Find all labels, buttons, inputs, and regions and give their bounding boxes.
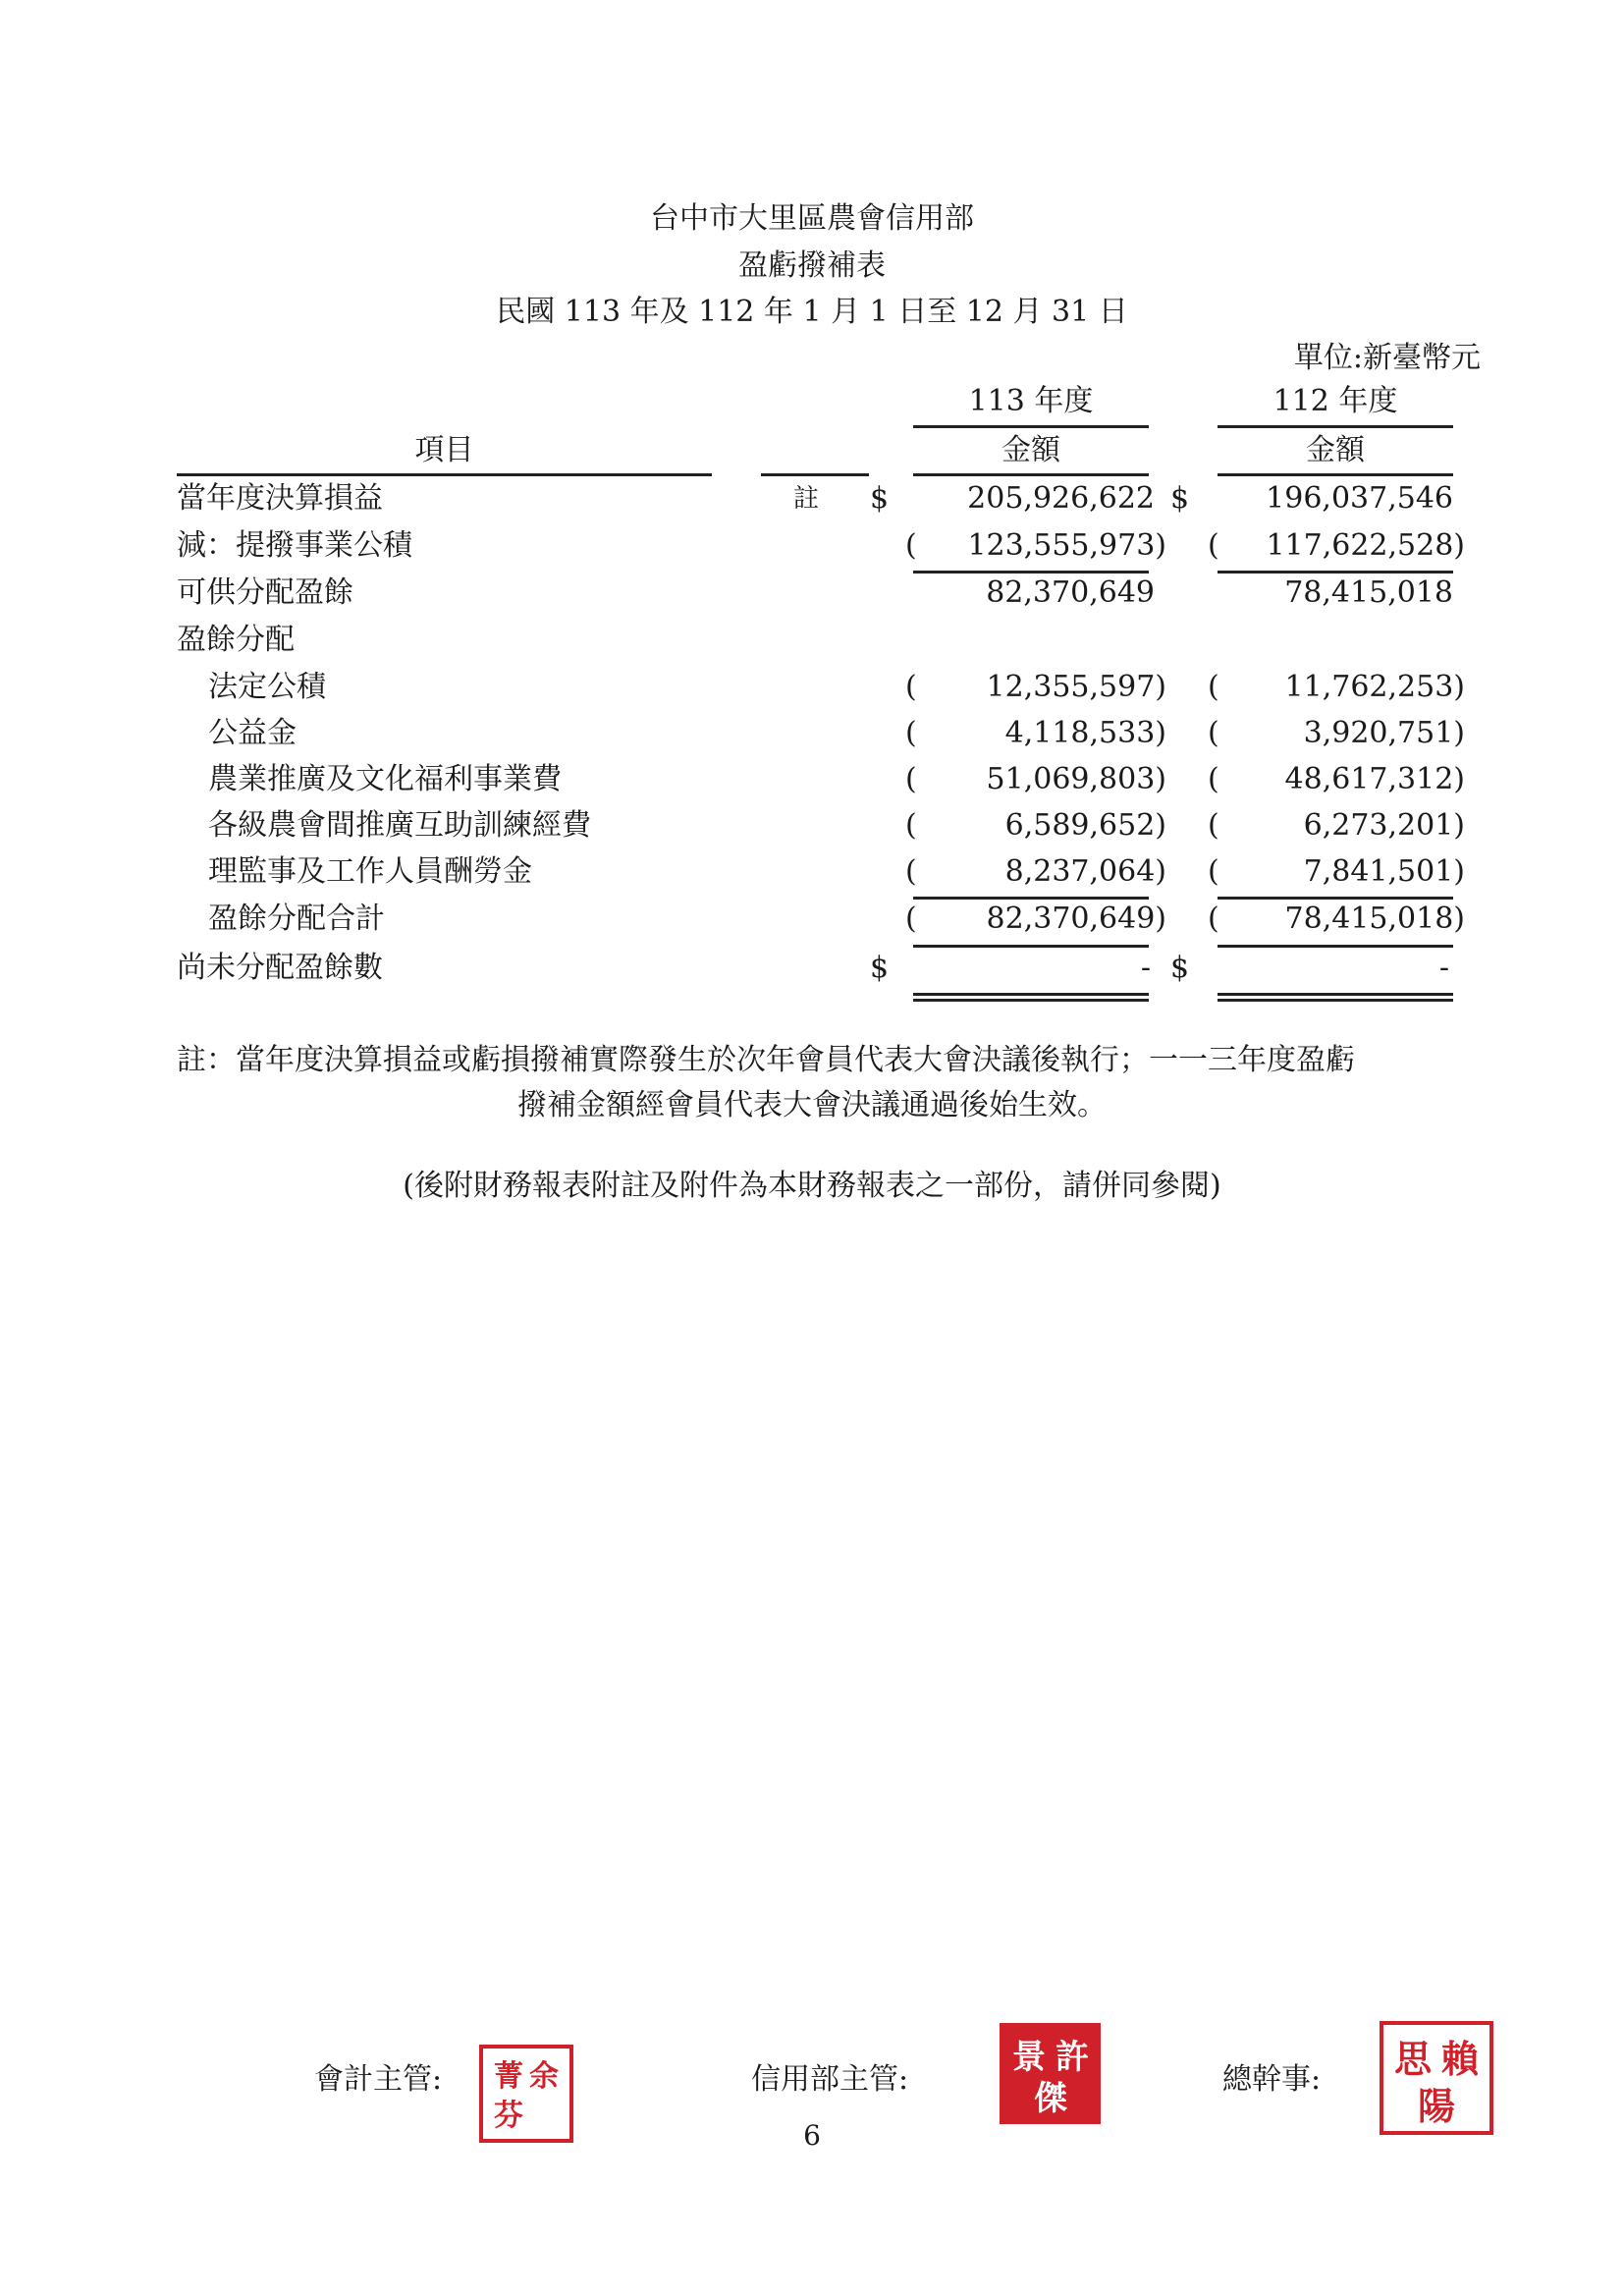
open-paren: ( [1208,670,1219,704]
item-column-header: 項目 [414,433,474,467]
prior-amount: 48,617,312) [1284,762,1465,796]
subtotal-rule-prior [1218,571,1453,574]
row-label: 當年度決算損益 [177,481,383,516]
open-paren: ( [1208,762,1219,796]
report-period: 民國 113 年及 112 年 1 月 1 日至 12 月 31 日 [496,295,1128,329]
open-paren: ( [1208,716,1219,750]
prior-amount: - [1438,951,1449,985]
open-paren: ( [905,670,917,704]
final-rule-prior [1218,945,1453,948]
current-amount: 51,069,803) [986,762,1166,796]
note-ref: 註 [793,484,820,514]
row-business-reserve [0,528,1624,568]
double-rule-prior [1218,993,1453,1002]
amount-prior-rule [1218,473,1453,476]
row-label: 農業推廣及文化福利事業費 [208,762,562,796]
dollar-sign: $ [870,481,890,516]
row-label: 法定公積 [208,670,326,704]
row-label: 盈餘分配合計 [208,902,385,936]
page-number: 6 [803,2119,821,2152]
credit-seal-icon [1003,2027,1097,2120]
credit-signature-label: 信用部主管: [751,2062,909,2097]
general-manager-signature-label: 總幹事: [1222,2062,1322,2097]
prior-amount: 6,273,201) [1303,808,1465,843]
year-current-heading: 113 年度 [968,384,1094,418]
general-manager-seal [1380,2021,1493,2135]
open-paren: ( [905,716,917,750]
row-distribution-total [0,902,1624,941]
footnote-line-1: 註：當年度決算損益或虧損撥補實際發生於次年會員代表大會決議後執行；一一三年度盈虧 [177,1043,1355,1077]
row-undistributed [0,951,1624,990]
open-paren: ( [905,762,917,796]
prior-amount: 117,622,528) [1266,528,1465,563]
open-paren: ( [1208,808,1219,843]
row-legal-reserve [0,670,1624,709]
row-remuneration [0,854,1624,894]
year-prior-heading: 112 年度 [1272,384,1398,418]
current-amount: 4,118,533) [1004,716,1166,750]
svg-text:菁: 菁 [494,2059,523,2094]
current-amount: - [1140,951,1151,985]
item-header-rule [177,473,712,476]
open-paren: ( [905,854,917,889]
current-amount: 12,355,597) [986,670,1166,704]
total-rule-prior [1218,897,1453,900]
row-label: 可供分配盈餘 [177,575,353,610]
svg-text:許: 許 [1056,2038,1089,2077]
footnote-line-2: 撥補金額經會員代表大會決議通過後始生效。 [517,1088,1107,1122]
prior-amount: 78,415,018) [1284,902,1465,936]
amount-current-rule [913,473,1149,476]
prior-amount: 3,920,751) [1303,716,1465,750]
row-training-fund [0,808,1624,847]
row-label: 尚未分配盈餘數 [177,951,383,985]
svg-text:思: 思 [1393,2037,1433,2081]
amount-current-header: 金額 [1001,433,1060,467]
current-amount: 6,589,652) [1004,808,1166,843]
current-amount: 82,370,649 [986,575,1155,610]
open-paren: ( [1208,902,1219,936]
dollar-sign: $ [1170,951,1190,985]
svg-text:賴: 賴 [1440,2037,1480,2081]
subtotal-rule-current [913,571,1149,574]
row-label: 公益金 [208,716,297,750]
row-net-income [0,481,1624,520]
open-paren: ( [1208,528,1219,563]
accounting-signature-label: 會計主管: [314,2062,443,2097]
prior-amount: 7,841,501) [1303,854,1465,889]
note-header-rule [761,473,869,476]
svg-text:陽: 陽 [1417,2084,1456,2128]
report-title: 盈虧撥補表 [738,248,886,283]
year-current-rule [913,425,1149,428]
current-amount: 123,555,973) [967,528,1166,563]
row-label: 各級農會間推廣互助訓練經費 [208,808,591,843]
row-public-welfare [0,716,1624,755]
prior-amount: 78,415,018 [1284,575,1453,610]
open-paren: ( [905,528,917,563]
row-label: 減：提撥事業公積 [177,528,412,563]
row-distribution-heading [0,623,1624,662]
dollar-sign: $ [870,951,890,985]
row-agri-promotion [0,762,1624,801]
current-amount: 8,237,064) [1004,854,1166,889]
svg-text:傑: 傑 [1034,2079,1067,2118]
org-name: 台中市大里區農會信用部 [650,201,974,236]
final-rule-current [913,945,1149,948]
double-rule-current [913,993,1149,1002]
row-label: 理監事及工作人員酬勞金 [208,854,532,889]
svg-text:余: 余 [529,2059,559,2094]
dollar-sign: $ [1170,481,1190,516]
svg-text:芬: 芬 [494,2099,523,2133]
prior-amount: 11,762,253) [1284,670,1465,704]
year-prior-rule [1218,425,1453,428]
general-manager-seal-icon [1383,2025,1489,2131]
credit-seal [1000,2023,1101,2124]
prior-amount: 196,037,546 [1266,481,1453,516]
open-paren: ( [1208,854,1219,889]
currency-unit: 單位:新臺幣元 [1293,341,1481,375]
row-distributable [0,575,1624,615]
current-amount: 82,370,649) [986,902,1166,936]
current-amount: 205,926,622 [967,481,1155,516]
amount-prior-header: 金額 [1306,433,1365,467]
open-paren: ( [905,902,917,936]
row-label: 盈餘分配 [177,623,295,657]
reference-note: (後附財務報表附註及附件為本財務報表之一部份，請併同參閱) [403,1169,1221,1203]
svg-text:景: 景 [1012,2038,1046,2077]
open-paren: ( [905,808,917,843]
total-rule-current [913,897,1149,900]
